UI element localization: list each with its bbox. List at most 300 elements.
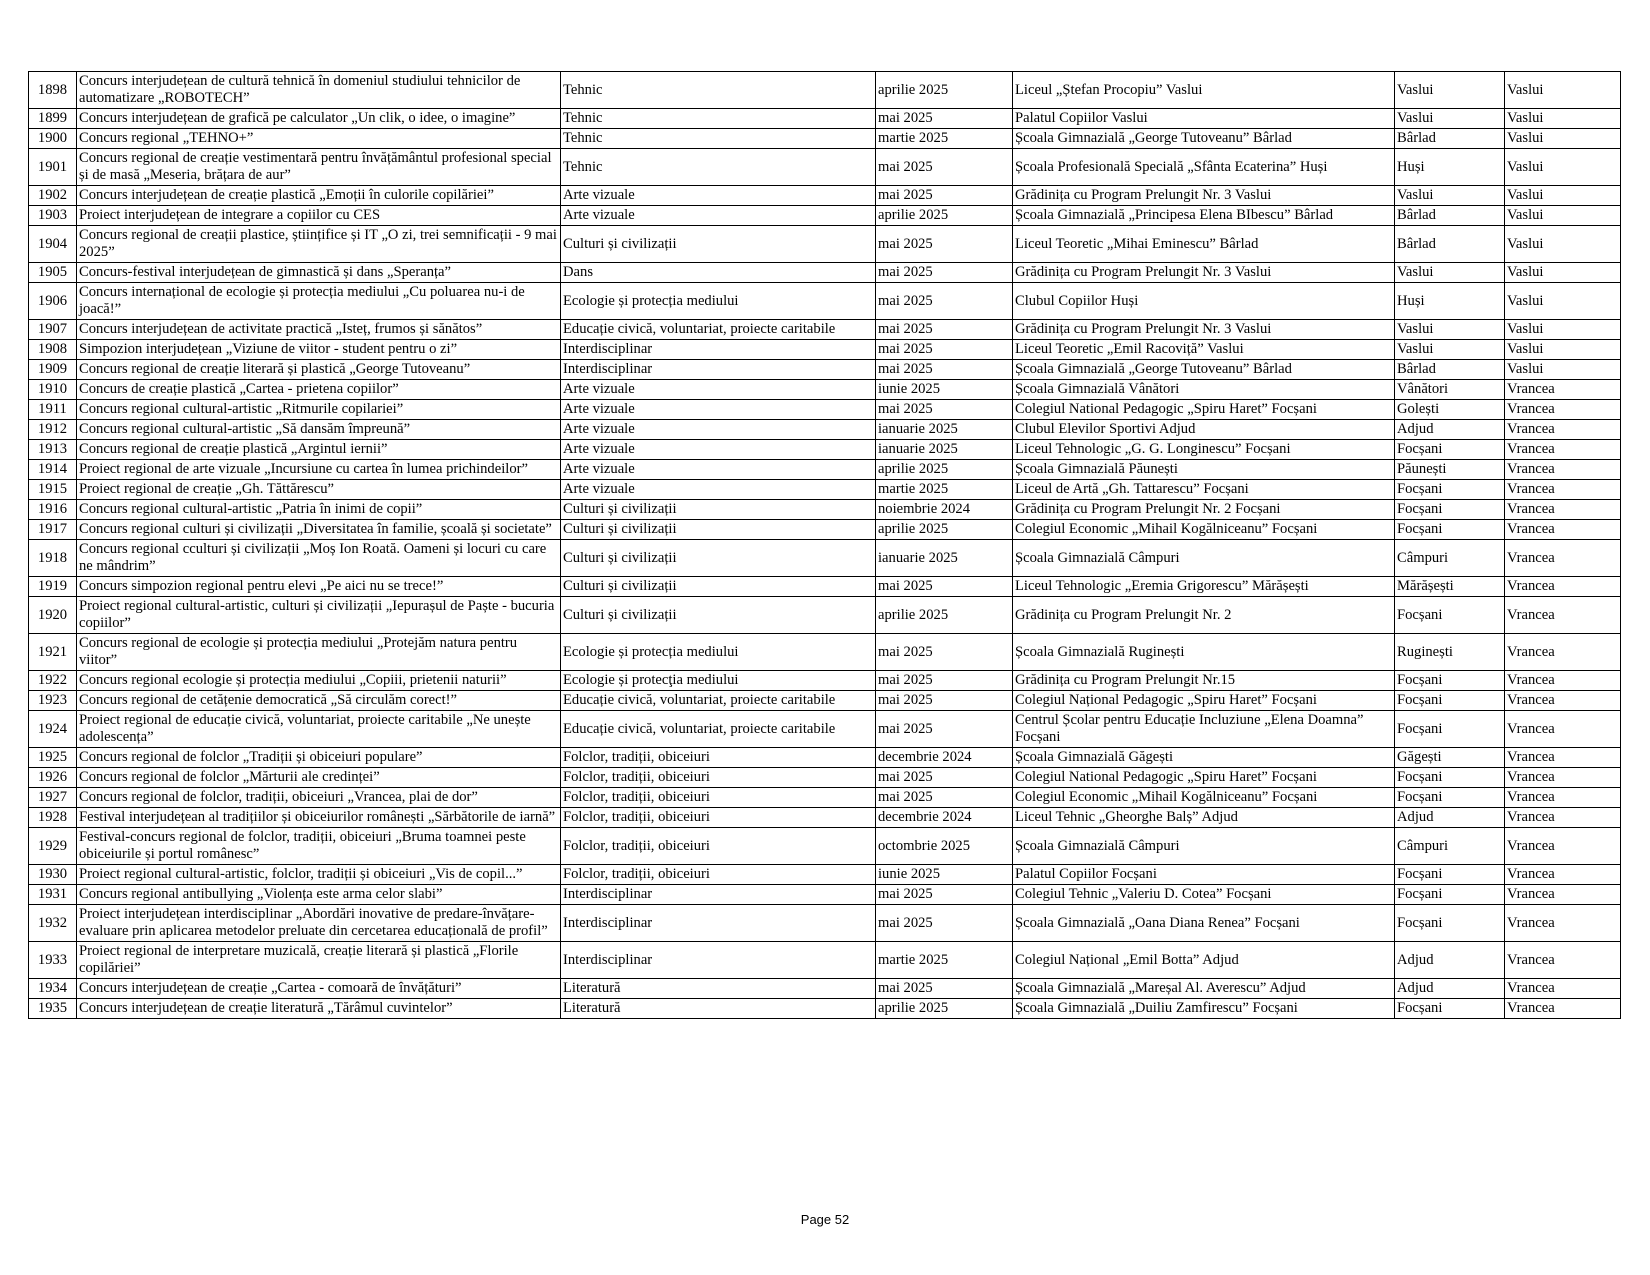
table-row bbox=[29, 597, 1621, 634]
locality-cell: Găgești bbox=[1395, 748, 1505, 768]
county-cell: Vrancea bbox=[1505, 460, 1621, 480]
period-cell: mai 2025 bbox=[876, 226, 1013, 263]
table-row bbox=[29, 360, 1621, 380]
county-cell: Vrancea bbox=[1505, 865, 1621, 885]
activity-name-cell: Festival-concurs regional de folclor, tradiții, obiceiuri „Bruma toamnei peste obiceiurile și portul românesc” bbox=[77, 828, 561, 865]
organizer-cell: Școala Gimnazială „Principesa Elena BIbescu” Bârlad bbox=[1013, 206, 1395, 226]
row-number-cell: 1901 bbox=[29, 149, 77, 186]
period-cell: aprilie 2025 bbox=[876, 206, 1013, 226]
county-cell: Vrancea bbox=[1505, 500, 1621, 520]
county-cell: Vrancea bbox=[1505, 520, 1621, 540]
row-number-cell: 1911 bbox=[29, 400, 77, 420]
table-row bbox=[29, 206, 1621, 226]
locality-cell: Vaslui bbox=[1395, 109, 1505, 129]
table-row bbox=[29, 768, 1621, 788]
domain-cell: Arte vizuale bbox=[561, 186, 876, 206]
county-cell: Vrancea bbox=[1505, 808, 1621, 828]
table-row bbox=[29, 999, 1621, 1019]
table-row bbox=[29, 942, 1621, 979]
period-cell: mai 2025 bbox=[876, 109, 1013, 129]
locality-cell: Adjud bbox=[1395, 808, 1505, 828]
locality-cell: Focșani bbox=[1395, 768, 1505, 788]
county-cell: Vrancea bbox=[1505, 979, 1621, 999]
domain-cell: Culturi și civilizații bbox=[561, 520, 876, 540]
period-cell: ianuarie 2025 bbox=[876, 420, 1013, 440]
row-number-cell: 1909 bbox=[29, 360, 77, 380]
county-cell: Vaslui bbox=[1505, 206, 1621, 226]
locality-cell: Vaslui bbox=[1395, 72, 1505, 109]
organizer-cell: Școala Gimnazială Vânători bbox=[1013, 380, 1395, 400]
organizer-cell: Grădinița cu Program Prelungit Nr. 3 Vaslui bbox=[1013, 263, 1395, 283]
table-row bbox=[29, 263, 1621, 283]
activity-name-cell: Concurs regional de folclor „Mărturii ale credinței” bbox=[77, 768, 561, 788]
domain-cell: Interdisciplinar bbox=[561, 905, 876, 942]
locality-cell: Bârlad bbox=[1395, 206, 1505, 226]
period-cell: iunie 2025 bbox=[876, 865, 1013, 885]
organizer-cell: Centrul Școlar pentru Educație Incluziune „Elena Doamna” Focșani bbox=[1013, 711, 1395, 748]
period-cell: mai 2025 bbox=[876, 671, 1013, 691]
table-row bbox=[29, 979, 1621, 999]
county-cell: Vrancea bbox=[1505, 577, 1621, 597]
table-row bbox=[29, 400, 1621, 420]
domain-cell: Folclor, tradiții, obiceiuri bbox=[561, 828, 876, 865]
domain-cell: Ecologie și protecția mediului bbox=[561, 634, 876, 671]
table-row bbox=[29, 865, 1621, 885]
table-body bbox=[29, 72, 1621, 1019]
table-row bbox=[29, 520, 1621, 540]
table-row bbox=[29, 711, 1621, 748]
activity-name-cell: Concurs regional cculturi și civilizații „Moș Ion Roată. Oameni și locuri cu care ne mândrim” bbox=[77, 540, 561, 577]
organizer-cell: Școala Gimnazială Câmpuri bbox=[1013, 828, 1395, 865]
table-row bbox=[29, 788, 1621, 808]
domain-cell: Culturi și civilizații bbox=[561, 597, 876, 634]
activity-name-cell: Concurs internațional de ecologie și protecția mediului „Cu poluarea nu-i de joacă!” bbox=[77, 283, 561, 320]
county-cell: Vrancea bbox=[1505, 828, 1621, 865]
locality-cell: Câmpuri bbox=[1395, 540, 1505, 577]
county-cell: Vrancea bbox=[1505, 540, 1621, 577]
activity-name-cell: Proiect regional cultural-artistic, culturi și civilizații „Iepurașul de Paște - bucuria copiilor” bbox=[77, 597, 561, 634]
county-cell: Vaslui bbox=[1505, 340, 1621, 360]
domain-cell: Ecologie și protecția mediului bbox=[561, 283, 876, 320]
row-number-cell: 1919 bbox=[29, 577, 77, 597]
county-cell: Vaslui bbox=[1505, 72, 1621, 109]
domain-cell: Arte vizuale bbox=[561, 380, 876, 400]
table-row bbox=[29, 186, 1621, 206]
county-cell: Vrancea bbox=[1505, 999, 1621, 1019]
activity-name-cell: Concurs regional „TEHNO+” bbox=[77, 129, 561, 149]
row-number-cell: 1903 bbox=[29, 206, 77, 226]
domain-cell: Literatură bbox=[561, 999, 876, 1019]
row-number-cell: 1935 bbox=[29, 999, 77, 1019]
period-cell: mai 2025 bbox=[876, 283, 1013, 320]
county-cell: Vaslui bbox=[1505, 360, 1621, 380]
table-row bbox=[29, 577, 1621, 597]
county-cell: Vrancea bbox=[1505, 768, 1621, 788]
locality-cell: Adjud bbox=[1395, 942, 1505, 979]
domain-cell: Arte vizuale bbox=[561, 460, 876, 480]
table-row bbox=[29, 460, 1621, 480]
county-cell: Vaslui bbox=[1505, 149, 1621, 186]
period-cell: mai 2025 bbox=[876, 360, 1013, 380]
activity-name-cell: Concurs interjudețean de creație literatură „Tărâmul cuvintelor” bbox=[77, 999, 561, 1019]
activity-name-cell: Concurs simpozion regional pentru elevi „Pe aici nu se trece!” bbox=[77, 577, 561, 597]
table-row bbox=[29, 226, 1621, 263]
row-number-cell: 1924 bbox=[29, 711, 77, 748]
domain-cell: Interdisciplinar bbox=[561, 340, 876, 360]
table-row bbox=[29, 340, 1621, 360]
domain-cell: Arte vizuale bbox=[561, 480, 876, 500]
table-row bbox=[29, 905, 1621, 942]
period-cell: mai 2025 bbox=[876, 788, 1013, 808]
domain-cell: Arte vizuale bbox=[561, 400, 876, 420]
county-cell: Vrancea bbox=[1505, 597, 1621, 634]
row-number-cell: 1904 bbox=[29, 226, 77, 263]
row-number-cell: 1907 bbox=[29, 320, 77, 340]
county-cell: Vrancea bbox=[1505, 480, 1621, 500]
table-row bbox=[29, 320, 1621, 340]
organizer-cell: Colegiul Național „Emil Botta” Adjud bbox=[1013, 942, 1395, 979]
county-cell: Vrancea bbox=[1505, 788, 1621, 808]
domain-cell: Tehnic bbox=[561, 72, 876, 109]
activity-name-cell: Concurs regional ecologie și protecția mediului „Copiii, prietenii naturii” bbox=[77, 671, 561, 691]
organizer-cell: Colegiul National Pedagogic „Spiru Haret” Focșani bbox=[1013, 768, 1395, 788]
row-number-cell: 1908 bbox=[29, 340, 77, 360]
organizer-cell: Colegiul Național Pedagogic „Spiru Haret” Focșani bbox=[1013, 691, 1395, 711]
period-cell: mai 2025 bbox=[876, 768, 1013, 788]
activity-name-cell: Concurs regional de ecologie și protecția mediului „Protejăm natura pentru viitor” bbox=[77, 634, 561, 671]
organizer-cell: Grădinița cu Program Prelungit Nr. 2 Focșani bbox=[1013, 500, 1395, 520]
activity-name-cell: Concurs regional de creație plastică „Argintul iernii” bbox=[77, 440, 561, 460]
locality-cell: Bârlad bbox=[1395, 360, 1505, 380]
row-number-cell: 1898 bbox=[29, 72, 77, 109]
row-number-cell: 1923 bbox=[29, 691, 77, 711]
row-number-cell: 1912 bbox=[29, 420, 77, 440]
organizer-cell: Liceul Tehnic „Gheorghe Balș” Adjud bbox=[1013, 808, 1395, 828]
domain-cell: Arte vizuale bbox=[561, 420, 876, 440]
locality-cell: Focșani bbox=[1395, 905, 1505, 942]
activity-name-cell: Concurs regional cultural-artistic „Ritmurile copilariei” bbox=[77, 400, 561, 420]
row-number-cell: 1900 bbox=[29, 129, 77, 149]
organizer-cell: Liceul Teoretic „Mihai Eminescu” Bârlad bbox=[1013, 226, 1395, 263]
row-number-cell: 1916 bbox=[29, 500, 77, 520]
period-cell: iunie 2025 bbox=[876, 380, 1013, 400]
activity-name-cell: Concurs interjudețean de creație plastică „Emoții în culorile copilăriei” bbox=[77, 186, 561, 206]
table-row bbox=[29, 149, 1621, 186]
period-cell: decembrie 2024 bbox=[876, 748, 1013, 768]
period-cell: ianuarie 2025 bbox=[876, 540, 1013, 577]
row-number-cell: 1902 bbox=[29, 186, 77, 206]
organizer-cell: Grădinița cu Program Prelungit Nr. 3 Vaslui bbox=[1013, 186, 1395, 206]
row-number-cell: 1929 bbox=[29, 828, 77, 865]
activity-name-cell: Concurs interjudețean de activitate practică „Isteț, frumos și sănătos” bbox=[77, 320, 561, 340]
domain-cell: Culturi și civilizații bbox=[561, 226, 876, 263]
organizer-cell: Școala Gimnazială „George Tutoveanu” Bârlad bbox=[1013, 129, 1395, 149]
county-cell: Vrancea bbox=[1505, 691, 1621, 711]
domain-cell: Culturi și civilizații bbox=[561, 577, 876, 597]
locality-cell: Focșani bbox=[1395, 500, 1505, 520]
locality-cell: Vaslui bbox=[1395, 186, 1505, 206]
activity-name-cell: Concurs regional de creație vestimentară pentru învățământul profesional special și de masă „Meseria, brățara de aur” bbox=[77, 149, 561, 186]
period-cell: mai 2025 bbox=[876, 340, 1013, 360]
domain-cell: Tehnic bbox=[561, 149, 876, 186]
table-row bbox=[29, 72, 1621, 109]
locality-cell: Păunești bbox=[1395, 460, 1505, 480]
locality-cell: Bârlad bbox=[1395, 129, 1505, 149]
domain-cell: Interdisciplinar bbox=[561, 360, 876, 380]
activity-name-cell: Proiect regional de educație civică, voluntariat, proiecte caritabile „Ne unește adolescența” bbox=[77, 711, 561, 748]
locality-cell: Focșani bbox=[1395, 480, 1505, 500]
organizer-cell: Grădinița cu Program Prelungit Nr.15 bbox=[1013, 671, 1395, 691]
county-cell: Vaslui bbox=[1505, 263, 1621, 283]
organizer-cell: Palatul Copiilor Focșani bbox=[1013, 865, 1395, 885]
organizer-cell: Colegiul National Pedagogic „Spiru Haret” Focșani bbox=[1013, 400, 1395, 420]
domain-cell: Educație civică, voluntariat, proiecte caritabile bbox=[561, 691, 876, 711]
period-cell: mai 2025 bbox=[876, 691, 1013, 711]
domain-cell: Educație civică, voluntariat, proiecte caritabile bbox=[561, 711, 876, 748]
table-row bbox=[29, 283, 1621, 320]
table-row bbox=[29, 109, 1621, 129]
table-row bbox=[29, 691, 1621, 711]
row-number-cell: 1920 bbox=[29, 597, 77, 634]
locality-cell: Focșani bbox=[1395, 671, 1505, 691]
locality-cell: Huși bbox=[1395, 149, 1505, 186]
county-cell: Vaslui bbox=[1505, 109, 1621, 129]
table-row bbox=[29, 808, 1621, 828]
locality-cell: Bârlad bbox=[1395, 226, 1505, 263]
organizer-cell: Clubul Elevilor Sportivi Adjud bbox=[1013, 420, 1395, 440]
table-row bbox=[29, 129, 1621, 149]
row-number-cell: 1913 bbox=[29, 440, 77, 460]
activity-name-cell: Concurs de creație plastică „Cartea - prietena copiilor” bbox=[77, 380, 561, 400]
row-number-cell: 1932 bbox=[29, 905, 77, 942]
locality-cell: Focșani bbox=[1395, 440, 1505, 460]
county-cell: Vaslui bbox=[1505, 283, 1621, 320]
county-cell: Vaslui bbox=[1505, 320, 1621, 340]
organizer-cell: Liceul de Artă „Gh. Tattarescu” Focșani bbox=[1013, 480, 1395, 500]
domain-cell: Educație civică, voluntariat, proiecte caritabile bbox=[561, 320, 876, 340]
organizer-cell: Colegiul Economic „Mihail Kogălniceanu” Focșani bbox=[1013, 788, 1395, 808]
domain-cell: Ecologie și protecţia mediului bbox=[561, 671, 876, 691]
table-row bbox=[29, 885, 1621, 905]
row-number-cell: 1934 bbox=[29, 979, 77, 999]
locality-cell: Adjud bbox=[1395, 420, 1505, 440]
locality-cell: Golești bbox=[1395, 400, 1505, 420]
domain-cell: Culturi și civilizații bbox=[561, 540, 876, 577]
activity-name-cell: Concurs interjudețean de grafică pe calculator „Un clik, o idee, o imagine” bbox=[77, 109, 561, 129]
organizer-cell: Grădinița cu Program Prelungit Nr. 2 bbox=[1013, 597, 1395, 634]
domain-cell: Folclor, tradiții, obiceiuri bbox=[561, 865, 876, 885]
period-cell: octombrie 2025 bbox=[876, 828, 1013, 865]
row-number-cell: 1926 bbox=[29, 768, 77, 788]
row-number-cell: 1930 bbox=[29, 865, 77, 885]
locality-cell: Focșani bbox=[1395, 520, 1505, 540]
period-cell: mai 2025 bbox=[876, 905, 1013, 942]
county-cell: Vrancea bbox=[1505, 380, 1621, 400]
organizer-cell: Palatul Copiilor Vaslui bbox=[1013, 109, 1395, 129]
row-number-cell: 1927 bbox=[29, 788, 77, 808]
period-cell: mai 2025 bbox=[876, 577, 1013, 597]
organizer-cell: Școala Gimnazială „Oana Diana Renea” Focșani bbox=[1013, 905, 1395, 942]
activity-name-cell: Festival interjudețean al tradițiilor și obiceiurilor românești „Sărbătorile de iarnă” bbox=[77, 808, 561, 828]
activity-name-cell: Proiect regional cultural-artistic, folclor, tradiții și obiceiuri „Vis de copil...” bbox=[77, 865, 561, 885]
county-cell: Vaslui bbox=[1505, 129, 1621, 149]
locality-cell: Ruginești bbox=[1395, 634, 1505, 671]
row-number-cell: 1914 bbox=[29, 460, 77, 480]
activities-table bbox=[28, 71, 1621, 1019]
organizer-cell: Clubul Copiilor Huși bbox=[1013, 283, 1395, 320]
locality-cell: Vaslui bbox=[1395, 263, 1505, 283]
activity-name-cell: Concurs interjudețean de cultură tehnică în domeniul studiului tehnicilor de automatizare „ROBOTECH” bbox=[77, 72, 561, 109]
row-number-cell: 1933 bbox=[29, 942, 77, 979]
locality-cell: Focșani bbox=[1395, 885, 1505, 905]
organizer-cell: Liceul Teoretic „Emil Racoviță” Vaslui bbox=[1013, 340, 1395, 360]
activity-name-cell: Concurs regional de creație literară și plastică „George Tutoveanu” bbox=[77, 360, 561, 380]
organizer-cell: Colegiul Tehnic „Valeriu D. Cotea” Focșani bbox=[1013, 885, 1395, 905]
county-cell: Vaslui bbox=[1505, 186, 1621, 206]
domain-cell: Folclor, tradiții, obiceiuri bbox=[561, 768, 876, 788]
period-cell: aprilie 2025 bbox=[876, 520, 1013, 540]
organizer-cell: Liceul Tehnologic „Eremia Grigorescu” Mărășești bbox=[1013, 577, 1395, 597]
activity-name-cell: Concurs regional cultural-artistic „Patria în inimi de copii” bbox=[77, 500, 561, 520]
locality-cell: Focșani bbox=[1395, 788, 1505, 808]
domain-cell: Arte vizuale bbox=[561, 440, 876, 460]
county-cell: Vrancea bbox=[1505, 748, 1621, 768]
locality-cell: Huși bbox=[1395, 283, 1505, 320]
period-cell: mai 2025 bbox=[876, 263, 1013, 283]
table-row bbox=[29, 748, 1621, 768]
county-cell: Vrancea bbox=[1505, 634, 1621, 671]
page-number: Page 52 bbox=[800, 1212, 850, 1227]
locality-cell: Focșani bbox=[1395, 711, 1505, 748]
organizer-cell: Școala Gimnazială „George Tutoveanu” Bârlad bbox=[1013, 360, 1395, 380]
domain-cell: Culturi și civilizații bbox=[561, 500, 876, 520]
activity-name-cell: Concurs regional culturi și civilizații „Diversitatea în familie, școală și societate” bbox=[77, 520, 561, 540]
period-cell: aprilie 2025 bbox=[876, 460, 1013, 480]
organizer-cell: Grădinița cu Program Prelungit Nr. 3 Vaslui bbox=[1013, 320, 1395, 340]
county-cell: Vrancea bbox=[1505, 400, 1621, 420]
period-cell: martie 2025 bbox=[876, 129, 1013, 149]
period-cell: mai 2025 bbox=[876, 149, 1013, 186]
domain-cell: Literatură bbox=[561, 979, 876, 999]
locality-cell: Focșani bbox=[1395, 999, 1505, 1019]
locality-cell: Câmpuri bbox=[1395, 828, 1505, 865]
activity-name-cell: Concurs regional antibullying „Violența este arma celor slabi” bbox=[77, 885, 561, 905]
domain-cell: Dans bbox=[561, 263, 876, 283]
domain-cell: Folclor, tradiții, obiceiuri bbox=[561, 788, 876, 808]
period-cell: aprilie 2025 bbox=[876, 72, 1013, 109]
locality-cell: Adjud bbox=[1395, 979, 1505, 999]
row-number-cell: 1905 bbox=[29, 263, 77, 283]
organizer-cell: Școala Gimnazială Ruginești bbox=[1013, 634, 1395, 671]
domain-cell: Arte vizuale bbox=[561, 206, 876, 226]
activity-name-cell: Proiect regional de interpretare muzicală, creație literară și plastică „Florile copilăriei” bbox=[77, 942, 561, 979]
organizer-cell: Școala Gimnazială Găgești bbox=[1013, 748, 1395, 768]
organizer-cell: Școala Gimnazială Câmpuri bbox=[1013, 540, 1395, 577]
county-cell: Vaslui bbox=[1505, 226, 1621, 263]
activity-name-cell: Concurs regional de cetățenie democratică „Să circulăm corect!” bbox=[77, 691, 561, 711]
period-cell: aprilie 2025 bbox=[876, 999, 1013, 1019]
row-number-cell: 1910 bbox=[29, 380, 77, 400]
period-cell: martie 2025 bbox=[876, 480, 1013, 500]
period-cell: noiembrie 2024 bbox=[876, 500, 1013, 520]
activity-name-cell: Simpozion interjudețean „Viziune de viitor - student pentru o zi” bbox=[77, 340, 561, 360]
locality-cell: Mărășești bbox=[1395, 577, 1505, 597]
row-number-cell: 1917 bbox=[29, 520, 77, 540]
county-cell: Vrancea bbox=[1505, 420, 1621, 440]
organizer-cell: Școala Gimnazială Păunești bbox=[1013, 460, 1395, 480]
period-cell: martie 2025 bbox=[876, 942, 1013, 979]
domain-cell: Interdisciplinar bbox=[561, 885, 876, 905]
domain-cell: Interdisciplinar bbox=[561, 942, 876, 979]
period-cell: decembrie 2024 bbox=[876, 808, 1013, 828]
table-row bbox=[29, 480, 1621, 500]
locality-cell: Focșani bbox=[1395, 865, 1505, 885]
row-number-cell: 1918 bbox=[29, 540, 77, 577]
period-cell: mai 2025 bbox=[876, 186, 1013, 206]
locality-cell: Vaslui bbox=[1395, 340, 1505, 360]
activity-name-cell: Proiect interjudețean interdisciplinar „Abordări inovative de predare-învățare-evaluare prin aplicarea metodelor preluate din cercetarea educațională de profil” bbox=[77, 905, 561, 942]
table-row bbox=[29, 634, 1621, 671]
county-cell: Vrancea bbox=[1505, 671, 1621, 691]
period-cell: aprilie 2025 bbox=[876, 597, 1013, 634]
organizer-cell: Școala Gimnazială „Mareșal Al. Averescu” Adjud bbox=[1013, 979, 1395, 999]
activity-name-cell: Concurs-festival interjudețean de gimnastică și dans „Speranța” bbox=[77, 263, 561, 283]
table-row bbox=[29, 671, 1621, 691]
domain-cell: Tehnic bbox=[561, 109, 876, 129]
activity-name-cell: Proiect regional de arte vizuale „Incursiune cu cartea în lumea prichindeilor” bbox=[77, 460, 561, 480]
row-number-cell: 1922 bbox=[29, 671, 77, 691]
period-cell: mai 2025 bbox=[876, 711, 1013, 748]
table-row bbox=[29, 500, 1621, 520]
activity-name-cell: Proiect interjudețean de integrare a copiilor cu CES bbox=[77, 206, 561, 226]
row-number-cell: 1899 bbox=[29, 109, 77, 129]
domain-cell: Tehnic bbox=[561, 129, 876, 149]
organizer-cell: Liceul „Ștefan Procopiu” Vaslui bbox=[1013, 72, 1395, 109]
activity-name-cell: Concurs regional cultural-artistic „Să dansăm împreună” bbox=[77, 420, 561, 440]
row-number-cell: 1928 bbox=[29, 808, 77, 828]
county-cell: Vrancea bbox=[1505, 885, 1621, 905]
table-row bbox=[29, 440, 1621, 460]
organizer-cell: Școala Gimnazială „Duiliu Zamfirescu” Focșani bbox=[1013, 999, 1395, 1019]
period-cell: mai 2025 bbox=[876, 400, 1013, 420]
organizer-cell: Colegiul Economic „Mihail Kogălniceanu” Focșani bbox=[1013, 520, 1395, 540]
row-number-cell: 1915 bbox=[29, 480, 77, 500]
county-cell: Vrancea bbox=[1505, 905, 1621, 942]
organizer-cell: Școala Profesională Specială „Sfânta Ecaterina” Huși bbox=[1013, 149, 1395, 186]
domain-cell: Folclor, tradiții, obiceiuri bbox=[561, 748, 876, 768]
organizer-cell: Liceul Tehnologic „G. G. Longinescu” Focșani bbox=[1013, 440, 1395, 460]
county-cell: Vrancea bbox=[1505, 711, 1621, 748]
activity-name-cell: Proiect regional de creație „Gh. Tăttărescu” bbox=[77, 480, 561, 500]
activity-name-cell: Concurs interjudețean de creație „Cartea - comoară de învățături” bbox=[77, 979, 561, 999]
locality-cell: Vaslui bbox=[1395, 320, 1505, 340]
table-row bbox=[29, 540, 1621, 577]
locality-cell: Focșani bbox=[1395, 597, 1505, 634]
activity-name-cell: Concurs regional de folclor „Tradiții și obiceiuri populare” bbox=[77, 748, 561, 768]
period-cell: ianuarie 2025 bbox=[876, 440, 1013, 460]
activity-name-cell: Concurs regional de creații plastice, științifice și IT „O zi, trei semnificații - 9 mai 2025” bbox=[77, 226, 561, 263]
row-number-cell: 1921 bbox=[29, 634, 77, 671]
locality-cell: Vânători bbox=[1395, 380, 1505, 400]
activity-name-cell: Concurs regional de folclor, tradiții, obiceiuri „Vrancea, plai de dor” bbox=[77, 788, 561, 808]
row-number-cell: 1906 bbox=[29, 283, 77, 320]
county-cell: Vrancea bbox=[1505, 942, 1621, 979]
period-cell: mai 2025 bbox=[876, 320, 1013, 340]
period-cell: mai 2025 bbox=[876, 979, 1013, 999]
period-cell: mai 2025 bbox=[876, 634, 1013, 671]
domain-cell: Folclor, tradiții, obiceiuri bbox=[561, 808, 876, 828]
row-number-cell: 1925 bbox=[29, 748, 77, 768]
